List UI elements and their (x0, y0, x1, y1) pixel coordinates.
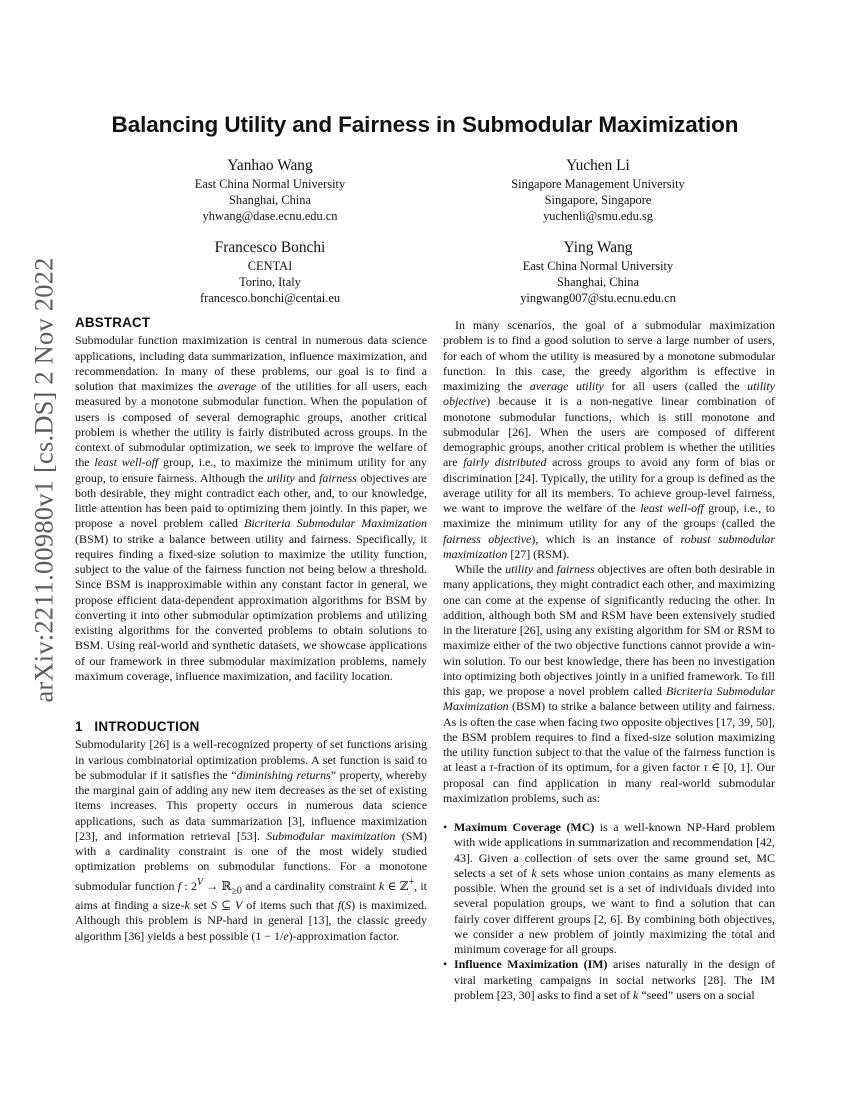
author-affiliation: CENTAI (247, 259, 293, 273)
list-item (443, 820, 775, 957)
paper-title: Balancing Utility and Fairness in Submodular Maximization (111, 112, 739, 137)
author-block (468, 156, 728, 224)
list-item (443, 957, 775, 1003)
author-affiliation: Singapore Management University (511, 177, 685, 191)
author-name: Ying Wang (563, 239, 633, 256)
section-title: INTRODUCTION (94, 719, 200, 734)
abstract-text: Submodular function maximization is central in numerous data science applications, including data summarization, influence maximization, and recommendation. In many of these problems, our goal is to find a solution that maximizes the average of the utilities for all users, each measured by a monotone submodular function. When the population of users is composed of several demographic groups, another critical problem is whether the utility is fairly distributed across groups. In the context of submodular optimization, we seek to improve the welfare of the least well-off group, i.e., to maximize the minimum utility for any group, to ensure fairness. Although the utility and fairness objectives are both desirable, they might contradict each other, and, to our knowledge, little attention has been paid to optimizing them jointly. In this paper, we propose a novel problem called Bicriteria Submodular Maximization (BSM) to strike a balance between utility and fairness. Specifically, it requires finding a fixed-size solution to maximize the utility function, subject to the value of the fairness function not being below a threshold. Since BSM is inapproximable within any constant factor in general, we propose efficient data-dependent approximation algorithms for BSM by converting it into other submodular optimization problems and utilizing existing algorithms for the converted problems to obtain solutions to BSM. Using real-world and synthetic datasets, we showcase applications of our framework in three submodular maximization problems, namely maximum coverage, influence maximization, and facility location. (75, 333, 427, 683)
author-name: Yuchen Li (566, 157, 630, 174)
author-location: Shanghai, China (557, 275, 639, 289)
author-name: Yanhao Wang (227, 157, 313, 174)
author-location: Singapore, Singapore (544, 193, 652, 207)
section-heading-introduction (75, 719, 427, 734)
intro-paragraph: In many scenarios, the goal of a submodular maximization problem is to find a good solution to serve a large number of users, for each of whom the utility is measured by a monotone submodular function. In this case, the greedy algorithm is effective in maximizing the average utility for all users (called the utility objective) because it is a non-negative linear combination of monotone submodular functions, which is still monotone and submodular [26]. When the users are composed of different demographic groups, another critical problem is whether the utilities are fairly distributed across groups to avoid any form of bias or discrimination [24]. Typically, the utility for a group is defined as the average utility for all its members. To achieve group-level fairness, we want to improve the welfare of the least well-off group, i.e., to maximize the minimum utility for any of the groups (called the fairness objective), which is an instance of robust submodular maximization [27] (RSM). (443, 318, 776, 561)
author-name: Francesco Bonchi (214, 239, 326, 256)
list-item-label: Influence Maximization (IM) (454, 957, 608, 972)
author-affiliation: East China Normal University (522, 259, 674, 273)
author-block (468, 238, 728, 306)
right-column (443, 318, 775, 1003)
list-item-text: is a well-known NP-Hard problem with wide applications in summarization and recommendation [42, 43]. Given a collection of sets over the same ground set, MC selects a set of k sets whose union contains as many elements as possible. When the ground set is a set of individuals divided into several population groups, we want to find a solution that can fairly cover different groups [2, 6]. By combining both objectives, we consider a new problem of jointly maximizing the total and minimum coverage for all groups. (454, 820, 775, 956)
list-item-label: Maximum Coverage (MC) (454, 820, 595, 834)
arxiv-stamp: arXiv:2211.00980v1 [cs.DS] 2 Nov 2022 (28, 257, 59, 703)
author-block (140, 238, 400, 306)
list-item-text: arises naturally in the design of viral marketing campaigns in social networks [28]. The IM problem [23, 30] asks to find a set of k “seed” users on a social (454, 957, 776, 1002)
author-email[interactable]: francesco.bonchi@centai.eu (199, 291, 341, 305)
author-location: Torino, Italy (239, 275, 301, 289)
author-location: Shanghai, China (229, 193, 311, 207)
intro-paragraph: While the utility and fairness objectives are often both desirable in many applications, they might contradict each other, and maximizing one can come at the expense of significantly reducing the other. In addition, although both SM and RSM have been extensively studied in the literature [26], using any existing algorithm for SM or RSM to maximize either of the two objective functions cannot provide a win-win solution. To our best knowledge, there has been no investigation into optimizing both objectives jointly in a unified framework. To fill this gap, we propose a novel problem called Bicriteria Submodular Maximization (BSM) to strike a balance between utility and fairness. As is often the case when facing two opposite objectives [17, 39, 50], the BSM problem requires to find a fixed-size solution maximizing the utility function subject to that the value of the fairness function is at least a τ-fraction of its optimum, for a given factor τ ∈ [0, 1]. Our proposal can find application in many real-world submodular maximization problems, such as: (443, 562, 776, 805)
author-block (140, 156, 400, 224)
intro-paragraph: Submodularity [26] is a well-recognized property of set functions arising in various combinatorial optimization problems. A set function is said to be submodular if it satisfies the “diminishing returns” property, whereby the marginal gain of adding any new item decreases as the set of existing items increases. This property occurs in numerous data science applications, such as data summarization [3], influence maximization [23], and information retrieval [53]. Submodular maximization (SM) with a cardinality constraint is one of the most widely studied optimization problems on submodular functions. For a monotone submodular function f : $2^V$ → ℝ$_{\ge 0}$ and a cardinality constraint k ∈ ℤ+, it aims at finding a size-k set S ⊆ V of items such that f(S) is maximized. Although this problem is NP-hard in general [13], the classic greedy algorithm [36] yields a best possible (1 − 1/e)-approximation factor. (75, 737, 427, 943)
left-column (75, 315, 427, 944)
author-affiliation: East China Normal University (194, 177, 346, 191)
abstract-heading: ABSTRACT (75, 315, 151, 330)
application-list (443, 820, 775, 1003)
author-email[interactable]: yhwang@dase.ecnu.edu.cn (202, 209, 338, 223)
author-email[interactable]: yuchenli@smu.edu.sg (543, 209, 653, 223)
section-number: 1 (75, 719, 83, 734)
author-email[interactable]: yingwang007@stu.ecnu.edu.cn (520, 291, 676, 305)
